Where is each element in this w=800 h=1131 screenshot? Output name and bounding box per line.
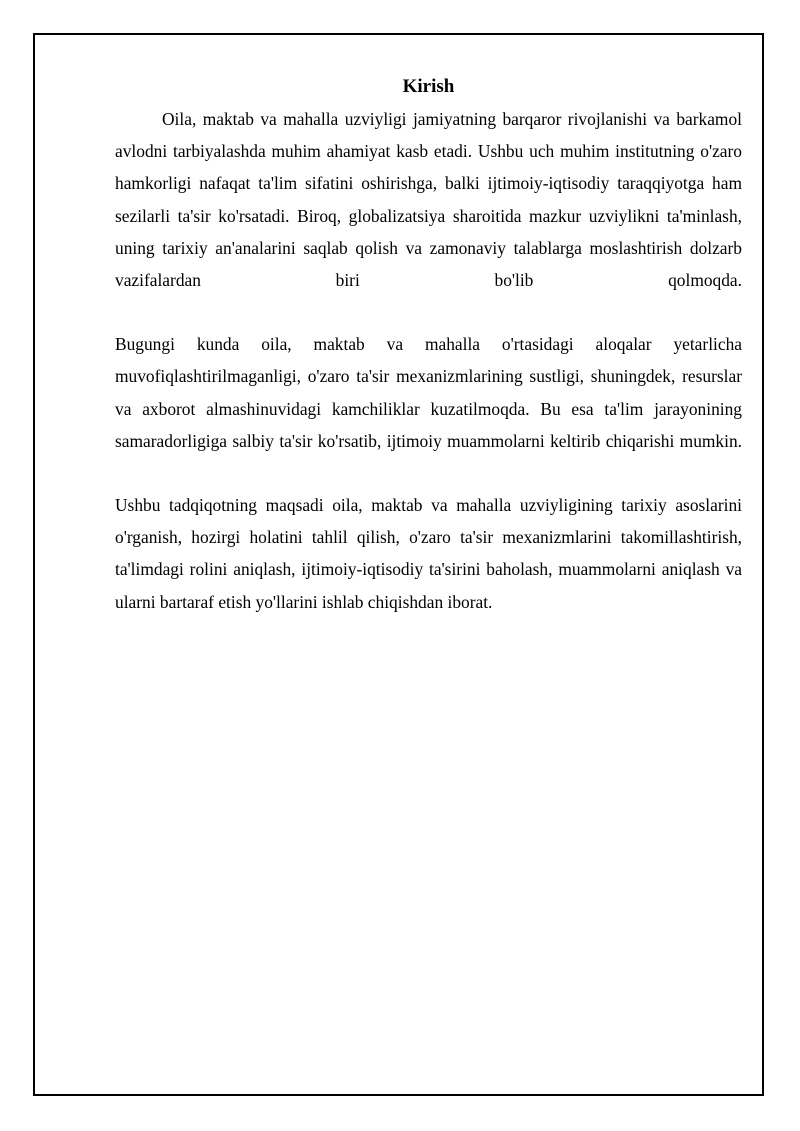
paragraph-3: Ushbu tadqiqotning maqsadi oila, maktab va mahalla uzviyligining tarixiy asoslarini o'rganish, hozirgi holatini tahlil qilish, o'zaro ta'sir mexanizmlarini takomillashtirish, ta'limdagi rolini aniqlash, ijtimoiy-iqtisodiy ta'sirini baholash, muammolarni aniqlash va ularni bartaraf etish yo'llarini ishlab chiqishdan iborat.: [115, 495, 742, 612]
paragraph-gap: [115, 457, 742, 489]
paragraph-2: Bugungi kunda oila, maktab va mahalla o'rtasidagi aloqalar yetarlicha muvofiqlashtirilmaganligi, o'zaro ta'sir mexanizmlarining sustligi, shuningdek, resurslar va axborot almashinuvidagi kamchiliklar kuzatilmoqda. Bu esa ta'lim jarayonining samaradorligiga salbiy ta'sir ko'rsatib, ijtimoiy muammolarni keltirib chiqarishi mumkin.: [115, 334, 742, 451]
paragraph-gap: [115, 296, 742, 328]
document-title: Kirish: [402, 76, 455, 97]
document-body: [115, 74, 742, 618]
paragraph-1: Oila, maktab va mahalla uzviyligi jamiyatning barqaror rivojlanishi va barkamol avlodni tarbiyalashda muhim ahamiyat kasb etadi. Ushbu uch muhim institutning o'zaro hamkorligi nafaqat ta'lim sifatini oshirishga, balki ijtimoiy-iqtisodiy taraqqiyotga ham sezilarli ta'sir ko'rsatadi. Biroq, globalizatsiya sharoitida mazkur uzviylikni ta'minlash, uning tarixiy an'analarini saqlab qolish va zamonaviy talablarga moslashtirish dolzarb vazifalardan biri bo'lib qolmoqda.: [115, 109, 742, 291]
